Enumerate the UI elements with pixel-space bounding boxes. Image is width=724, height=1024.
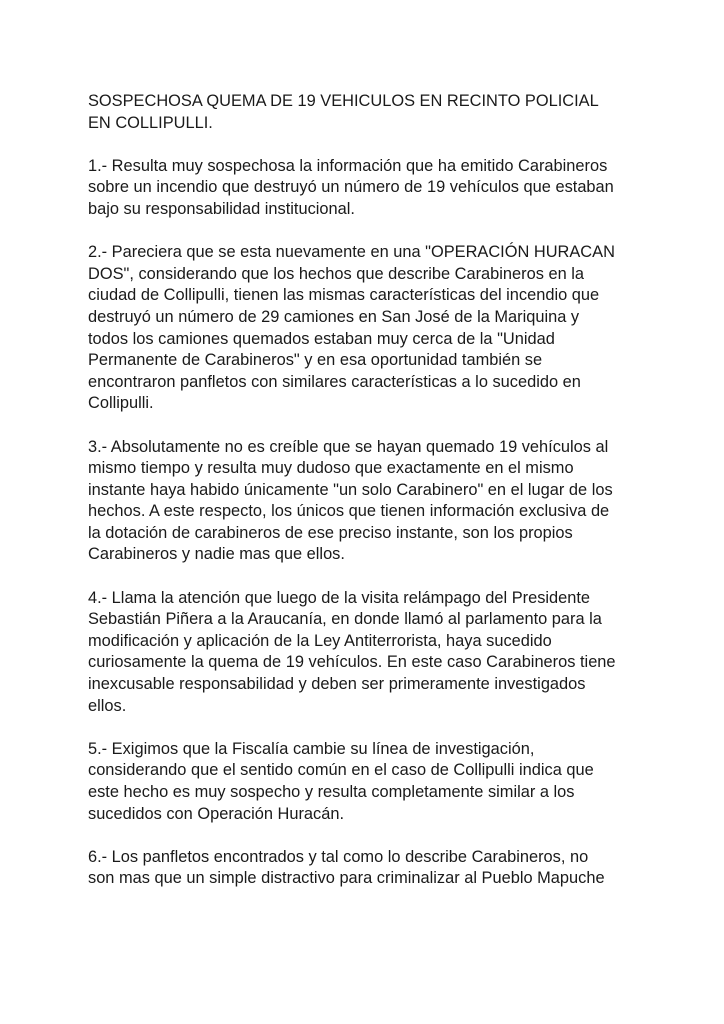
paragraph-line: hechos. A este respecto, los únicos que tienen información exclusiva de: [88, 502, 610, 521]
paragraph-line: DOS", considerando que los hechos que describe Carabineros en la: [88, 264, 585, 283]
paragraph-line: 4.- Llama la atención que luego de la visita relámpago del Presidente: [88, 588, 591, 607]
paragraph-5: [88, 739, 648, 825]
paragraph-line: la dotación de carabineros de ese preciso instante, son los propios: [88, 523, 573, 542]
paragraph-line: 6.- Los panfletos encontrados y tal como lo describe Carabineros, no: [88, 847, 589, 866]
paragraph-line: inexcusable responsabilidad y deben ser primeramente investigados: [88, 675, 586, 694]
paragraph-6: [88, 847, 648, 890]
paragraph-line: destruyó un número de 29 camiones en San José de la Mariquina y: [88, 307, 580, 326]
paragraph-line: sobre un incendio que destruyó un número de 19 vehículos que estaban: [88, 178, 614, 197]
paragraph-line: Sebastián Piñera a la Araucanía, en donde llamó al parlamento para la: [88, 610, 602, 629]
paragraph-line: curiosamente la quema de 19 vehículos. En este caso Carabineros tiene: [88, 653, 616, 672]
paragraph-3: [88, 437, 648, 567]
paragraph-line: mismo tiempo y resulta muy dudoso que exactamente en el mismo: [88, 459, 574, 478]
paragraph-line: modificación y aplicación de la Ley Antiterrorista, haya sucedido: [88, 631, 552, 650]
paragraph-line: instante haya habido únicamente "un solo Carabinero" en el lugar de los: [88, 480, 613, 499]
paragraph-line: este hecho es muy sospecho y resulta completamente similar a los: [88, 783, 575, 801]
paragraph-line: sucedidos con Operación Huracán.: [88, 804, 345, 823]
paragraph-2: [88, 242, 648, 415]
paragraph-line: bajo su responsabilidad institucional.: [88, 199, 355, 218]
title-line: SOSPECHOSA QUEMA DE 19 VEHICULOS EN RECINTO POLICIAL: [88, 92, 599, 110]
paragraph-line: encontraron panfletos con similares características a lo sucedido en: [88, 372, 581, 391]
paragraph-line: 5.- Exigimos que la Fiscalía cambie su línea de investigación,: [88, 739, 535, 758]
paragraph-line: 1.- Resulta muy sospechosa la información que ha emitido Carabineros: [88, 156, 608, 175]
paragraph-line: 3.- Absolutamente no es creíble que se hayan quemado 19 vehículos al: [88, 437, 609, 456]
paragraph-line: 2.- Pareciera que se esta nuevamente en una "OPERACIÓN HURACAN: [88, 243, 615, 262]
paragraph-line: Permanente de Carabineros" y en esa oportunidad también se: [88, 351, 543, 370]
paragraph-1: [88, 156, 648, 221]
document-body: [88, 91, 648, 912]
paragraph-line: son mas que un simple distractivo para criminalizar al Pueblo Mapuche: [88, 869, 605, 888]
paragraph-line: todos los camiones quemados estaban muy cerca de la "Unidad: [88, 329, 555, 348]
paragraph-line: ellos.: [88, 696, 127, 715]
title-line: EN COLLIPULLI.: [88, 113, 213, 132]
paragraph-line: considerando que el sentido común en el caso de Collipulli indica que: [88, 761, 594, 780]
document-title: [88, 91, 648, 134]
paragraph-line: Carabineros y nadie mas que ellos.: [88, 545, 345, 564]
paragraph-4: [88, 588, 648, 718]
paragraph-line: ciudad de Collipulli, tienen las mismas características del incendio que: [88, 286, 600, 305]
paragraph-line: Collipulli.: [88, 394, 154, 413]
